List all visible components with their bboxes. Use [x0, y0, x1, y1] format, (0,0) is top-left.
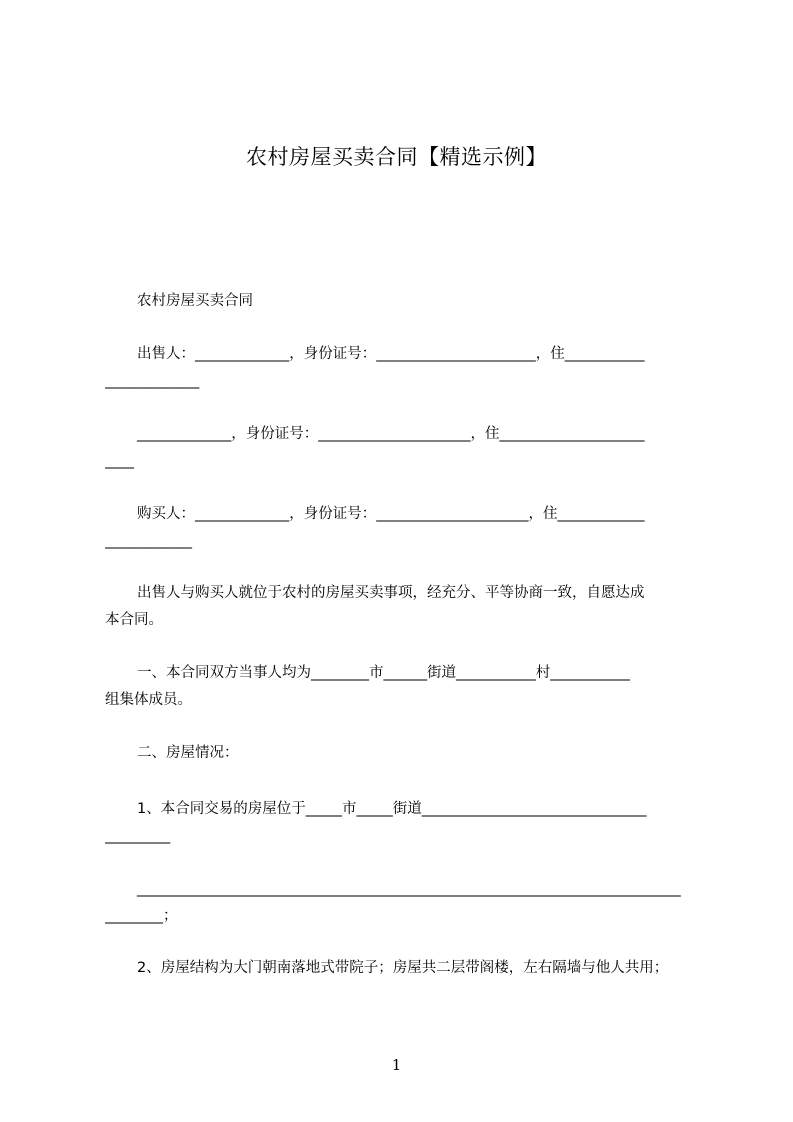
document-title: 农村房屋买卖合同【精选示例】: [246, 145, 547, 169]
clause-1: 一、本合同双方当事人均为________市______街道___________村___________: [137, 665, 630, 681]
clause-2-heading: 二、房屋情况：: [137, 745, 239, 761]
buyer-line-cont: ____________: [105, 533, 192, 549]
clause-2-item-1-blank-cont: ________；: [105, 908, 178, 924]
seller-line-1: 出售人：_____________，身份证号：______________________，住___________: [137, 346, 645, 362]
clause-2-item-1: 1、本合同交易的房屋位于_____市_____街道_______________________________: [137, 801, 647, 817]
seller-line-2: _____________，身份证号：_____________________，住____________________: [137, 426, 645, 442]
contract-heading: 农村房屋买卖合同: [137, 293, 253, 309]
buyer-line: 购买人：_____________，身份证号：_____________________，住____________: [137, 506, 645, 522]
clause-2-item-2: 2、房屋结构为大门朝南落地式带院子；房屋共二层带阁楼，左右隔墙与他人共用；: [137, 960, 669, 976]
intro-paragraph-cont: 本合同。: [105, 612, 163, 628]
intro-paragraph: 出售人与购买人就位于农村的房屋买卖事项，经充分、平等协商一致，自愿达成: [137, 585, 645, 601]
clause-1-cont: 组集体成员。: [105, 692, 192, 708]
page-number: 1: [391, 1056, 402, 1074]
clause-2-item-1-blank: ___________________________________________________________________________: [137, 881, 681, 897]
clause-2-item-1-cont: _________: [105, 828, 171, 844]
seller-line-1-cont: _____________: [105, 373, 200, 389]
seller-line-2-cont: ____: [105, 453, 134, 469]
